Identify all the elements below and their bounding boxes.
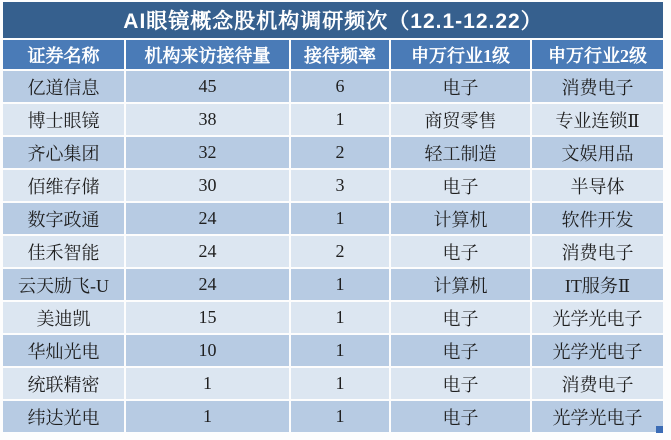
research-table xyxy=(1,0,665,434)
cell-industry2[interactable]: 文娱用品 xyxy=(532,137,663,168)
cell-industry2[interactable]: 光学光电子 xyxy=(532,302,663,333)
table-row xyxy=(3,368,663,399)
cell-visits[interactable]: 45 xyxy=(126,71,289,102)
cell-industry1[interactable]: 轻工制造 xyxy=(391,137,530,168)
cell-industry2[interactable]: 消费电子 xyxy=(532,368,663,399)
table-row xyxy=(3,269,663,300)
cell-visits[interactable]: 24 xyxy=(126,236,289,267)
table-row xyxy=(3,71,663,102)
title-row xyxy=(3,2,663,38)
cell-industry2[interactable]: 专业连锁Ⅱ xyxy=(532,104,663,135)
cell-visits[interactable]: 24 xyxy=(126,203,289,234)
column-header-industry1[interactable]: 申万行业1级 xyxy=(391,40,530,69)
cell-frequency[interactable]: 2 xyxy=(291,137,389,168)
cell-frequency[interactable]: 1 xyxy=(291,401,389,432)
cell-visits[interactable]: 24 xyxy=(126,269,289,300)
cell-frequency[interactable]: 3 xyxy=(291,170,389,201)
cell-visits[interactable]: 32 xyxy=(126,137,289,168)
table-row xyxy=(3,137,663,168)
cell-industry1[interactable]: 电子 xyxy=(391,71,530,102)
cell-name[interactable]: 齐心集团 xyxy=(3,137,124,168)
cell-visits[interactable]: 10 xyxy=(126,335,289,366)
cell-visits[interactable]: 38 xyxy=(126,104,289,135)
cell-industry2[interactable]: 光学光电子 xyxy=(532,335,663,366)
cell-frequency[interactable]: 2 xyxy=(291,236,389,267)
table-row xyxy=(3,170,663,201)
cell-industry1[interactable]: 电子 xyxy=(391,236,530,267)
cell-name[interactable]: 云天励飞-U xyxy=(3,269,124,300)
header-row xyxy=(3,40,663,69)
cell-name[interactable]: 美迪凯 xyxy=(3,302,124,333)
cell-visits[interactable]: 15 xyxy=(126,302,289,333)
table-title[interactable]: AI眼镜概念股机构调研频次（12.1-12.22） xyxy=(3,2,663,38)
cell-frequency[interactable]: 1 xyxy=(291,335,389,366)
cell-name[interactable]: 佰维存储 xyxy=(3,170,124,201)
cell-visits[interactable]: 30 xyxy=(126,170,289,201)
cell-visits[interactable]: 1 xyxy=(126,368,289,399)
cell-frequency[interactable]: 1 xyxy=(291,368,389,399)
cell-frequency[interactable]: 6 xyxy=(291,71,389,102)
cell-industry1[interactable]: 计算机 xyxy=(391,203,530,234)
cell-name[interactable]: 统联精密 xyxy=(3,368,124,399)
cell-industry2[interactable]: IT服务Ⅱ xyxy=(532,269,663,300)
column-header-frequency[interactable]: 接待频率 xyxy=(291,40,389,69)
cell-frequency[interactable]: 1 xyxy=(291,104,389,135)
cell-industry1[interactable]: 电子 xyxy=(391,335,530,366)
cell-industry2[interactable]: 软件开发 xyxy=(532,203,663,234)
cell-industry1[interactable]: 电子 xyxy=(391,368,530,399)
cell-frequency[interactable]: 1 xyxy=(291,269,389,300)
cell-industry1[interactable]: 电子 xyxy=(391,170,530,201)
cell-name[interactable]: 华灿光电 xyxy=(3,335,124,366)
cell-industry2[interactable]: 消费电子 xyxy=(532,71,663,102)
cell-name[interactable]: 佳禾智能 xyxy=(3,236,124,267)
cell-industry1[interactable]: 电子 xyxy=(391,401,530,432)
column-header-industry2[interactable]: 申万行业2级 xyxy=(532,40,663,69)
column-header-visits[interactable]: 机构来访接待量 xyxy=(126,40,289,69)
cell-industry2[interactable]: 半导体 xyxy=(532,170,663,201)
table-row xyxy=(3,236,663,267)
cell-name[interactable]: 亿道信息 xyxy=(3,71,124,102)
table-row xyxy=(3,335,663,366)
column-header-name[interactable]: 证券名称 xyxy=(3,40,124,69)
table-row xyxy=(3,104,663,135)
selection-fill-handle[interactable] xyxy=(656,426,663,433)
cell-industry2[interactable]: 光学光电子 xyxy=(532,401,663,432)
cell-industry1[interactable]: 电子 xyxy=(391,302,530,333)
cell-name[interactable]: 博士眼镜 xyxy=(3,104,124,135)
cell-industry1[interactable]: 计算机 xyxy=(391,269,530,300)
cell-industry1[interactable]: 商贸零售 xyxy=(391,104,530,135)
cell-name[interactable]: 纬达光电 xyxy=(3,401,124,432)
cell-industry2[interactable]: 消费电子 xyxy=(532,236,663,267)
table-body xyxy=(3,71,663,432)
cell-name[interactable]: 数字政通 xyxy=(3,203,124,234)
cell-frequency[interactable]: 1 xyxy=(291,203,389,234)
table-row xyxy=(3,401,663,432)
cell-frequency[interactable]: 1 xyxy=(291,302,389,333)
table-row xyxy=(3,203,663,234)
cell-visits[interactable]: 1 xyxy=(126,401,289,432)
table-row xyxy=(3,302,663,333)
